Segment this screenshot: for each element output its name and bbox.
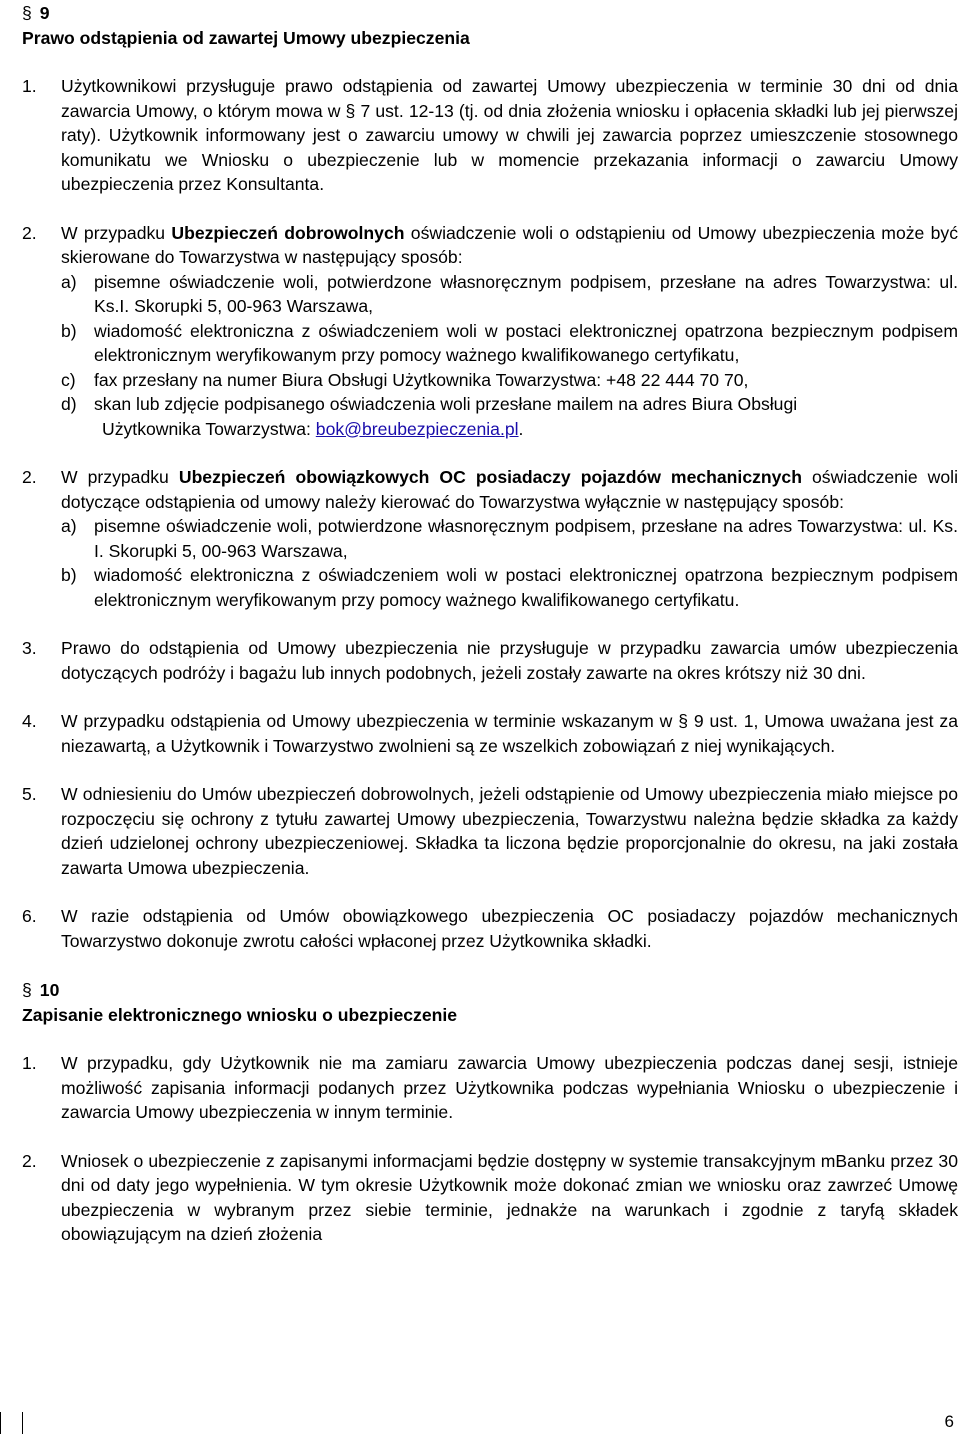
section-9-title: Prawo odstąpienia od zawartej Umowy ubezpieczenia — [22, 27, 470, 48]
section-10-number: § 10 — [22, 980, 60, 1000]
sub-item-a: a) pisemne oświadczenie woli, potwierdzone własnoręcznym podpisem, przesłane na adres Towarzystwa: ul. Ks.I. Skorupki 5, 00-963 Warszawa, — [61, 271, 958, 316]
section-9-number: § 9 — [22, 3, 50, 23]
section-sign: § — [22, 3, 32, 23]
list-item-6: 6. W razie odstąpienia od Umów obowiązkowego ubezpieczenia OC posiadaczy pojazdów mechanicznych Towarzystwo dokonuje zwrotu całości wpłaconej przez Użytkownika składki. — [22, 906, 958, 951]
list-item-1: 1. Użytkownikowi przysługuje prawo odstąpienia od zawartej Umowy ubezpieczenia w terminie 30 dni od dnia zawarcia Umowy, o którym mowa w § 7 ust. 12-13 (tj. od dnia złożenia wniosku i opłacenia składki lub jej pierwszej raty). Użytkownik informowany jest o zawarciu umowy w chwili jej zawarcia poprzez umieszczenie stosownego komunikatu we Wniosku o ubezpieczenie lub w momencie przekazania informacji o zawarciu Umowy ubezpieczenia przez Konsultanta. — [22, 76, 958, 194]
section-10-title: Zapisanie elektronicznego wniosku o ubezpieczenie — [22, 1004, 458, 1025]
sub-item-c: c) fax przesłany na numer Biura Obsługi Użytkownika Towarzystwa: +48 22 444 70 70, — [61, 369, 749, 390]
margin-mark-left — [0, 1412, 1, 1434]
list-item-1: 1. W przypadku, gdy Użytkownik nie ma zamiaru zawarcia Umowy ubezpieczenia podczas danej sesji, istnieje możliwość zapisania informacji podanych przez Użytkownika podczas wypełniania Wniosku o ubezpieczenie i zawarcia Umowy ubezpieczenia w innym terminie. — [22, 1053, 958, 1122]
page-number: 6 — [944, 1411, 954, 1431]
sub-item-b: b) wiadomość elektroniczna z oświadczeniem woli w postaci elektronicznej opatrzona bezpiecznym podpisem elektronicznym weryfikowanym przy pomocy ważnego kwalifikowanego certyfikatu, — [61, 320, 958, 365]
email-link[interactable]: bok@breubezpieczenia.pl — [315, 418, 519, 439]
list-item-5: 5. W odniesieniu do Umów ubezpieczeń dobrowolnych, jeżeli odstąpienie od Umowy ubezpieczenia miało miejsce po rozpoczęciu się ochrony z tytułu zawartej Umowy ubezpieczenia, Towarzystwu należna będzie składka za każdy dzień udzielonej ochrony ubezpieczeniowej. Składka ta liczona będzie proporcjonalnie do okresu, na jaki została zawarta Umowa ubezpieczenia. — [22, 784, 958, 878]
section-sign: § — [22, 980, 32, 1000]
margin-mark-right — [22, 1412, 23, 1434]
sub-item-d: d) skan lub zdjęcie podpisanego oświadczenia woli przesłane mailem na adres Biura Obsługi Użytkownika Towarzystwa: bok@breubezpieczenia.pl. — [61, 394, 798, 439]
sub-item-a: a) pisemne oświadczenie woli, potwierdzone własnoręcznym podpisem, przesłane na adres Towarzystwa: ul. Ks. I. Skorupki 5, 00-963 Warszawa, — [61, 516, 958, 561]
sub-item-b: b) wiadomość elektroniczna z oświadczeniem woli w postaci elektronicznej opatrzona bezpiecznym podpisem elektronicznym weryfikowanym przy pomocy ważnego kwalifikowanego certyfikatu. — [61, 565, 958, 610]
list-item-2-mandatory: 2. W przypadku Ubezpieczeń obowiązkowych OC posiadaczy pojazdów mechanicznych oświadczenie woli dotyczące odstąpienia od umowy należy kierować do Towarzystwa wyłącznie w następujący sposób: a) pisemne oświadczenie woli, potwierdzone własnoręcznym podpisem, przesłane na adres Towarzystwa: ul. Ks. I. Skorupki 5, 00-963 Warszawa, b) wiadomość elektroniczna z oświadczeniem woli w postaci elektronicznej opatrzona bezpiecznym podpisem elektronicznym weryfikowanym przy pomocy ważnego kwalifikowanego certyfikatu. — [22, 465, 958, 612]
list-item-2-voluntary: 2. W przypadku Ubezpieczeń dobrowolnych oświadczenie woli o odstąpieniu od Umowy ubezpieczenia może być skierowane do Towarzystwa w następujący sposób: a) pisemne oświadczenie woli, potwierdzone własnoręcznym podpisem, przesłane na adres Towarzystwa: ul. Ks.I. Skorupki 5, 00-963 Warszawa, b) wiadomość elektroniczna z oświadczeniem woli w postaci elektronicznej opatrzona bezpiecznym podpisem elektronicznym weryfikowanym przy pomocy ważnego kwalifikowanego certyfikatu, c) fax przesłany na numer Biura Obsługi Użytkownika Towarzystwa: +48 22 444 70 70, d) skan lub zdjęcie podpisanego oświadczenia woli przesłane mailem na adres Biura Obsługi Użytkownika Towarzystwa: bok@breubezpieczenia.pl. — [22, 221, 958, 442]
list-item-3: 3. Prawo do odstąpienia od Umowy ubezpieczenia nie przysługuje w przypadku zawarcia umów ubezpieczenia dotyczących podróży i bagażu lub innych podobnych, jeżeli zostały zawarte na okres krótszy niż 30 dni. — [22, 638, 958, 683]
list-item-4: 4. W przypadku odstąpienia od Umowy ubezpieczenia w terminie wskazanym w § 9 ust. 1, Umowa uważana jest za niezawartą, a Użytkownik i Towarzystwo zwolnieni są ze wszelkich zobowiązań z niej wynikających. — [22, 711, 958, 756]
list-item-2: 2. Wniosek o ubezpieczenie z zapisanymi informacjami będzie dostępny w systemie transakcyjnym mBanku przez 30 dni od daty jego wypełnienia. W tym okresie Użytkownik może dokonać zmian we wniosku oraz zawrzeć Umowę ubezpieczenia w wybranym przez siebie terminie, jednakże na warunkach i zgodnie z taryfą składek obowiązującym na dzień złożenia — [22, 1150, 958, 1244]
document-page — [22, 0, 958, 1247]
